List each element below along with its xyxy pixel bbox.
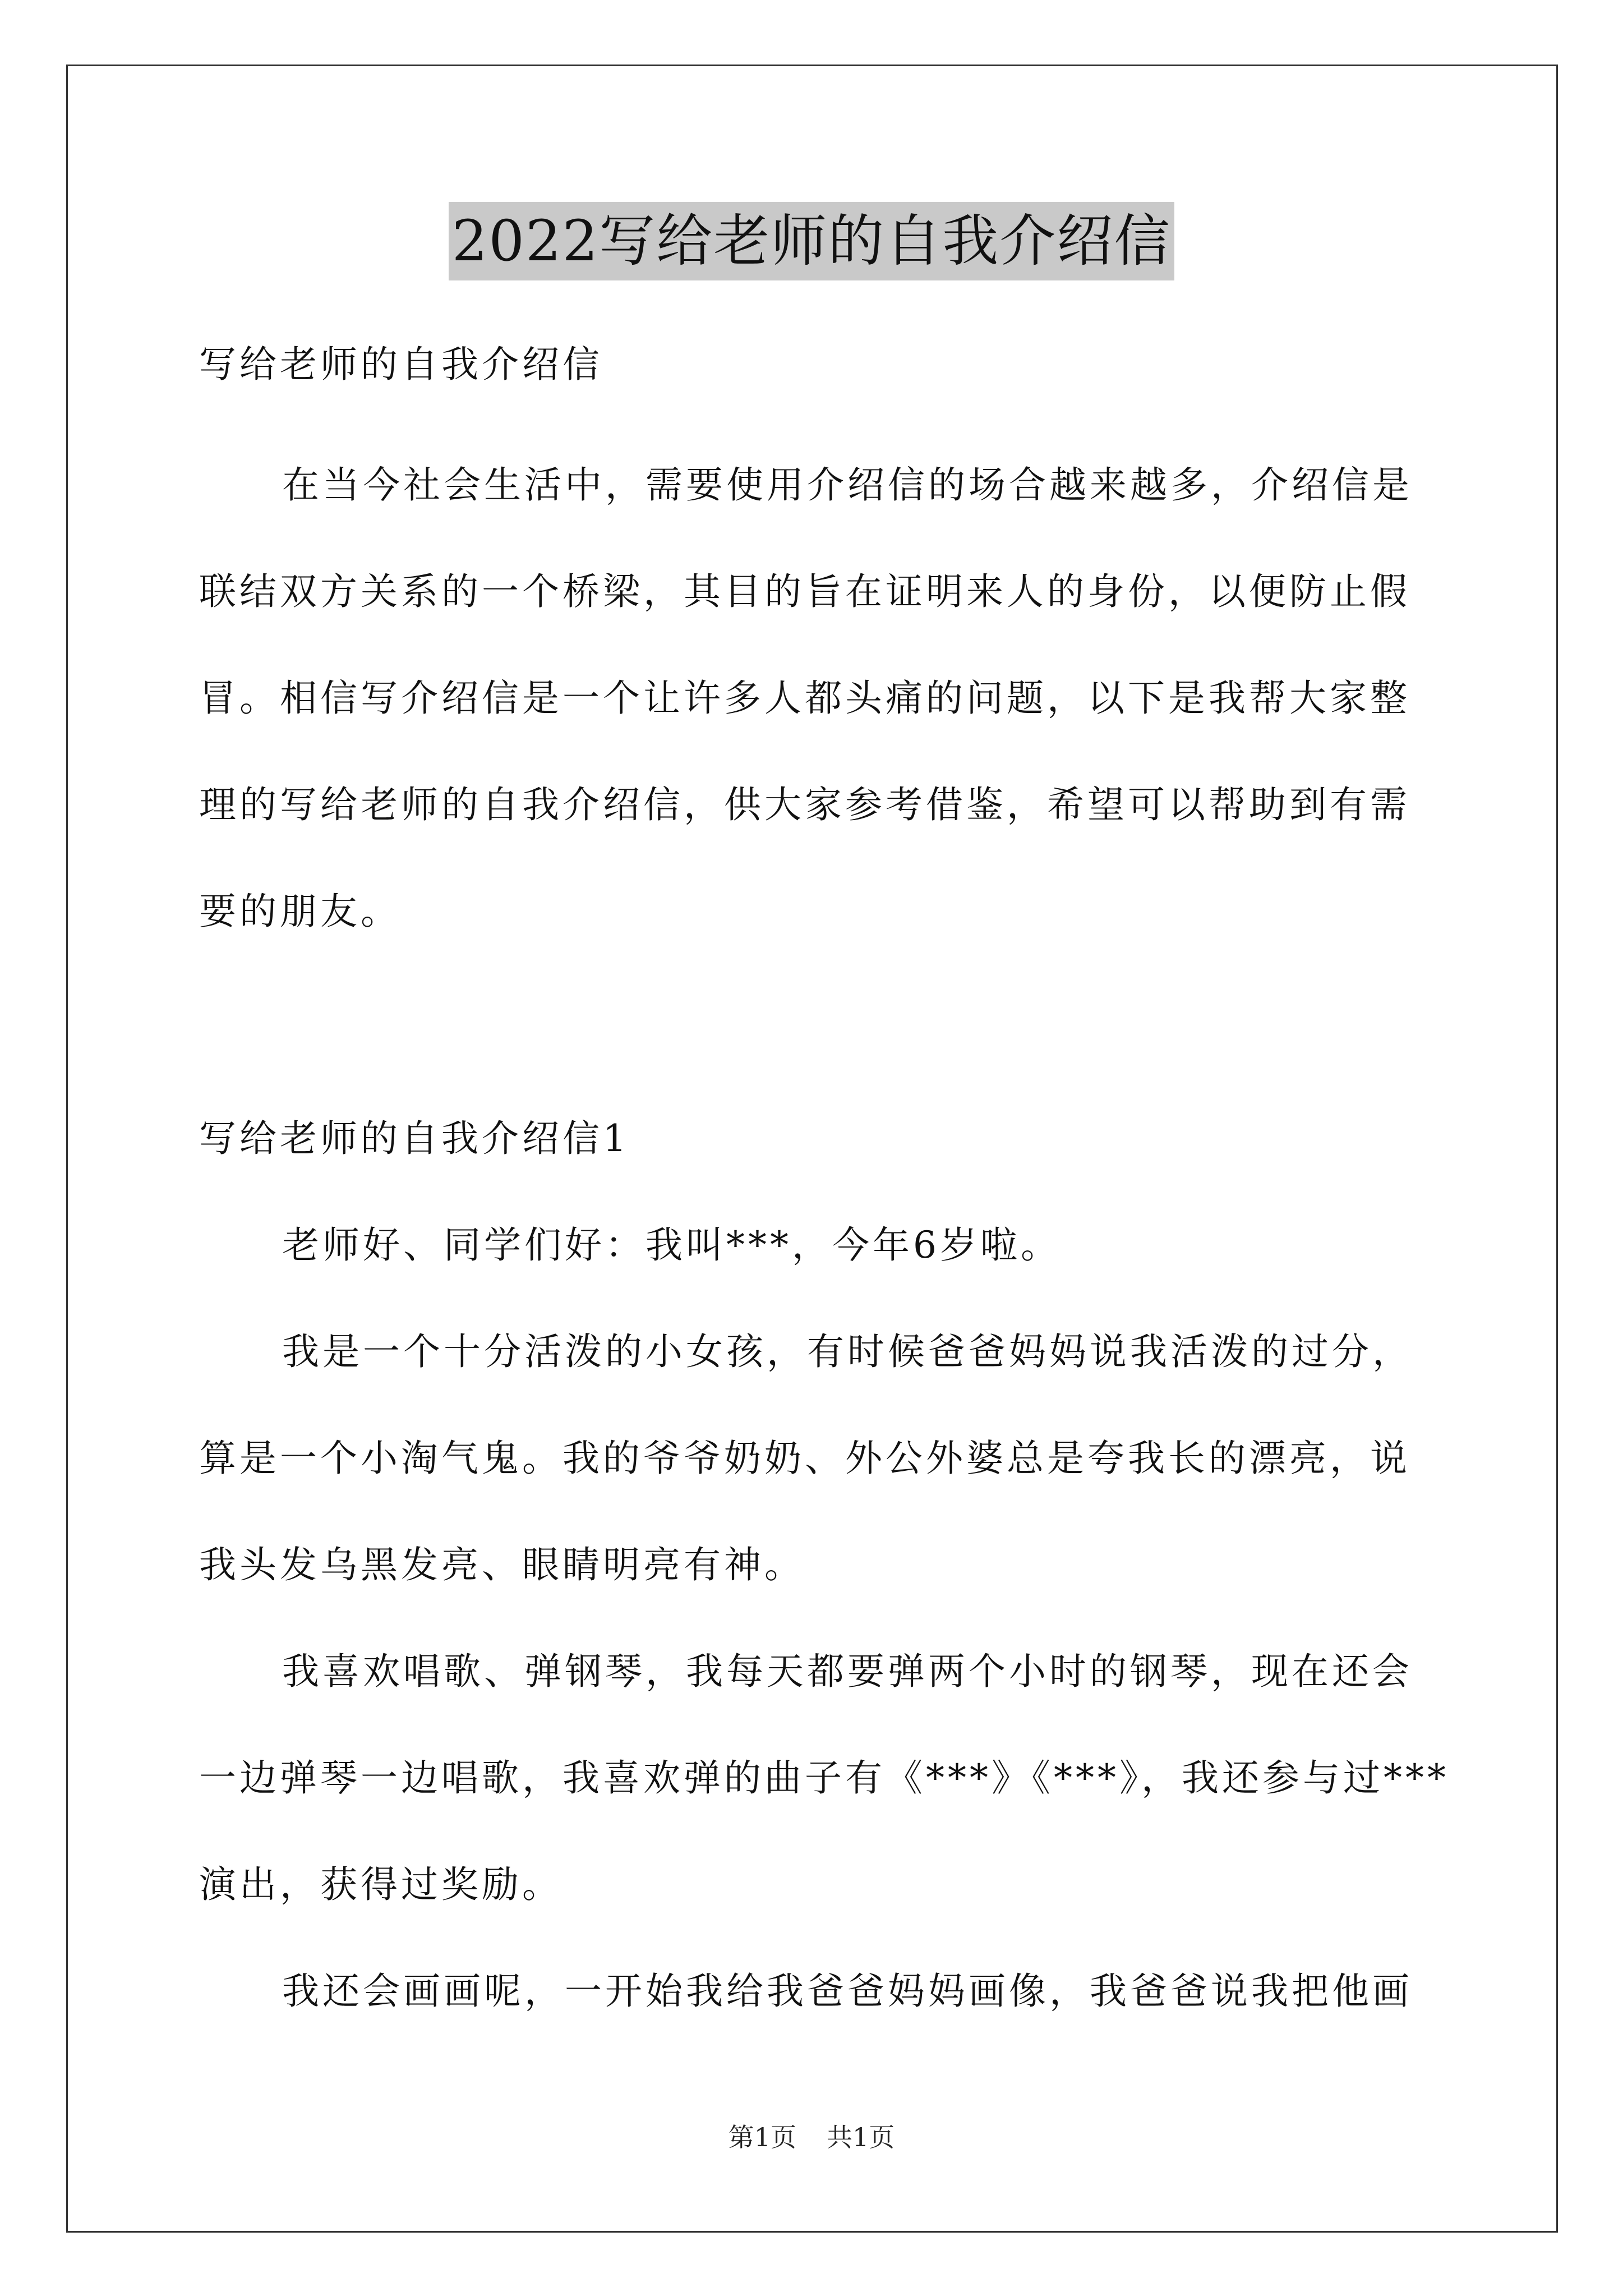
personality-line: 我头发乌黑发亮、眼睛明亮有神。 (199, 1543, 805, 1586)
title-wrapper (0, 202, 1623, 280)
intro-line: 冒。相信写介绍信是一个让许多人都头痛的问题，以下是我帮大家整 (199, 677, 1410, 720)
intro-line: 理的写给老师的自我介绍信，供大家参考借鉴，希望可以帮助到有需 (199, 783, 1410, 826)
page-number-current: 第1页 (728, 2122, 796, 2152)
page-footer (0, 2120, 1623, 2154)
music-paragraph (199, 1618, 1449, 1938)
greeting-paragraph: 老师好、同学们好：我叫***，今年6岁啦。 (282, 1223, 1061, 1267)
personality-paragraph (199, 1299, 1430, 1618)
page-number-total: 共1页 (827, 2122, 895, 2152)
personality-line: 算是一个小淘气鬼。我的爷爷奶奶、外公外婆总是夸我长的漂亮，说 (199, 1437, 1410, 1480)
drawing-paragraph (199, 1938, 1430, 2045)
section-heading: 写给老师的自我介绍信1 (199, 1117, 630, 1160)
intro-line: 在当今社会生活中，需要使用介绍信的场合越来越多，介绍信是 (282, 463, 1413, 507)
document-title: 2022写给老师的自我介绍信 (449, 202, 1175, 280)
intro-line: 联结双方关系的一个桥梁，其目的旨在证明来人的身份，以便防止假 (199, 570, 1410, 613)
music-line: 我喜欢唱歌、弹钢琴，我每天都要弹两个小时的钢琴，现在还会 (282, 1650, 1413, 1693)
personality-line: 我是一个十分活泼的小女孩，有时候爸爸妈妈说我活泼的过分， (282, 1330, 1413, 1373)
intro-subtitle: 写给老师的自我介绍信 (199, 343, 603, 386)
intro-line: 要的朋友。 (199, 890, 401, 933)
music-line: 演出，获得过奖励。 (199, 1863, 562, 1906)
drawing-line: 我还会画画呢，一开始我给我爸爸妈妈画像，我爸爸说我把他画 (282, 1970, 1413, 2013)
intro-paragraph (199, 432, 1430, 965)
music-line: 一边弹琴一边唱歌，我喜欢弹的曲子有《***》《***》，我还参与过*** (199, 1756, 1449, 1800)
